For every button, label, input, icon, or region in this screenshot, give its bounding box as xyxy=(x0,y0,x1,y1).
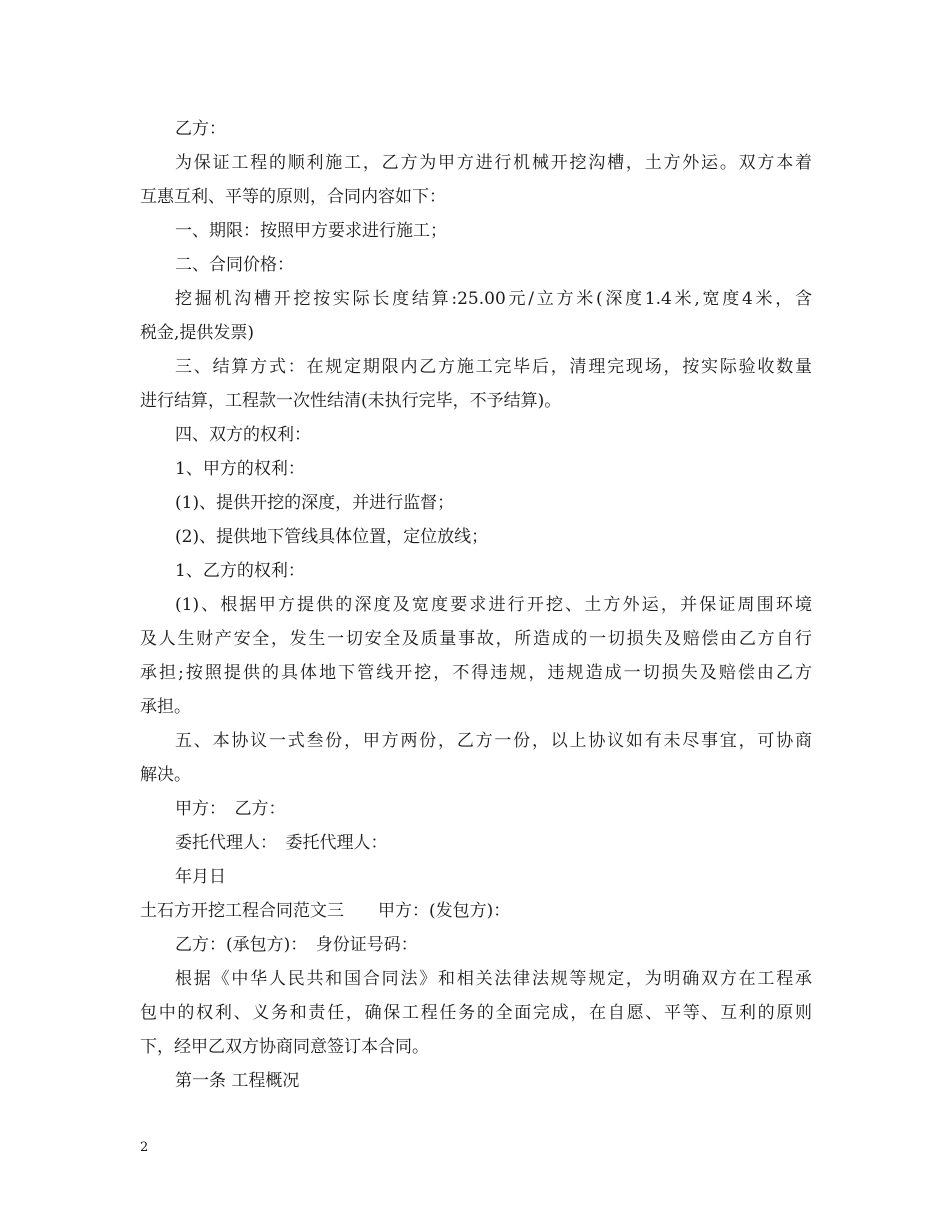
text-line: 挖掘机沟槽开挖按实际长度结算:25.00元/立方米(深度1.4米,宽度4米，含 xyxy=(175,289,812,309)
text-line: 乙方： xyxy=(175,119,226,139)
text-line: 互惠互利、平等的原则，合同内容如下： xyxy=(140,187,446,207)
text-line: 税金,提供发票) xyxy=(140,323,255,343)
page-number: 2 xyxy=(140,1140,149,1155)
text-line: 根据《中华人民共和国合同法》和相关法律法规等规定，为明确双方在工程承 xyxy=(175,969,812,989)
text-line: 一、期限：按照甲方要求进行施工； xyxy=(175,221,447,241)
text-line: 年月日 xyxy=(175,867,226,887)
text-line: 甲方： 乙方： xyxy=(175,799,286,819)
text-line: (2)、提供地下管线具体位置，定位放线； xyxy=(175,527,489,547)
text-line: 下，经甲乙双方协商同意签订本合同。 xyxy=(140,1037,429,1057)
text-line: 五、本协议一式叁份，甲方两份，乙方一份，以上协议如有未尽事宜，可协商 xyxy=(175,731,812,751)
text-line: 土石方开挖工程合同范文三 甲方：(发包方)： xyxy=(140,901,511,921)
text-line: 为保证工程的顺利施工，乙方为甲方进行机械开挖沟槽，土方外运。双方本着 xyxy=(175,153,812,173)
text-line: 委托代理人： 委托代理人： xyxy=(175,833,388,853)
document-body xyxy=(140,112,812,1098)
text-line: (1)、根据甲方提供的深度及宽度要求进行开挖、土方外运，并保证周围环境 xyxy=(175,595,812,615)
text-line: 解决。 xyxy=(140,765,191,785)
text-line: 1、甲方的权利： xyxy=(175,459,305,479)
text-line: 包中的权利、义务和责任，确保工程任务的全面完成，在自愿、平等、互利的原则 xyxy=(140,1003,812,1023)
text-line: (1)、提供开挖的深度，并进行监督； xyxy=(175,493,455,513)
text-line: 乙方：(承包方)： 身份证号码： xyxy=(175,935,418,955)
text-line: 及人生财产安全，发生一切安全及质量事故，所造成的一切损失及赔偿由乙方自行 xyxy=(140,629,812,649)
text-line: 第一条 工程概况 xyxy=(175,1071,300,1091)
text-line: 1、乙方的权利： xyxy=(175,561,305,581)
text-line: 进行结算，工程款一次性结清(未执行完毕，不予结算)。 xyxy=(140,391,562,411)
text-line: 承担;按照提供的具体地下管线开挖，不得违规，违规造成一切损失及赔偿由乙方 xyxy=(140,663,812,683)
text-line: 承担。 xyxy=(140,697,191,717)
text-line: 三、结算方式：在规定期限内乙方施工完毕后，清理完现场，按实际验收数量 xyxy=(175,357,812,377)
text-line: 四、双方的权利： xyxy=(175,425,311,445)
text-line: 二、合同价格： xyxy=(175,255,294,275)
